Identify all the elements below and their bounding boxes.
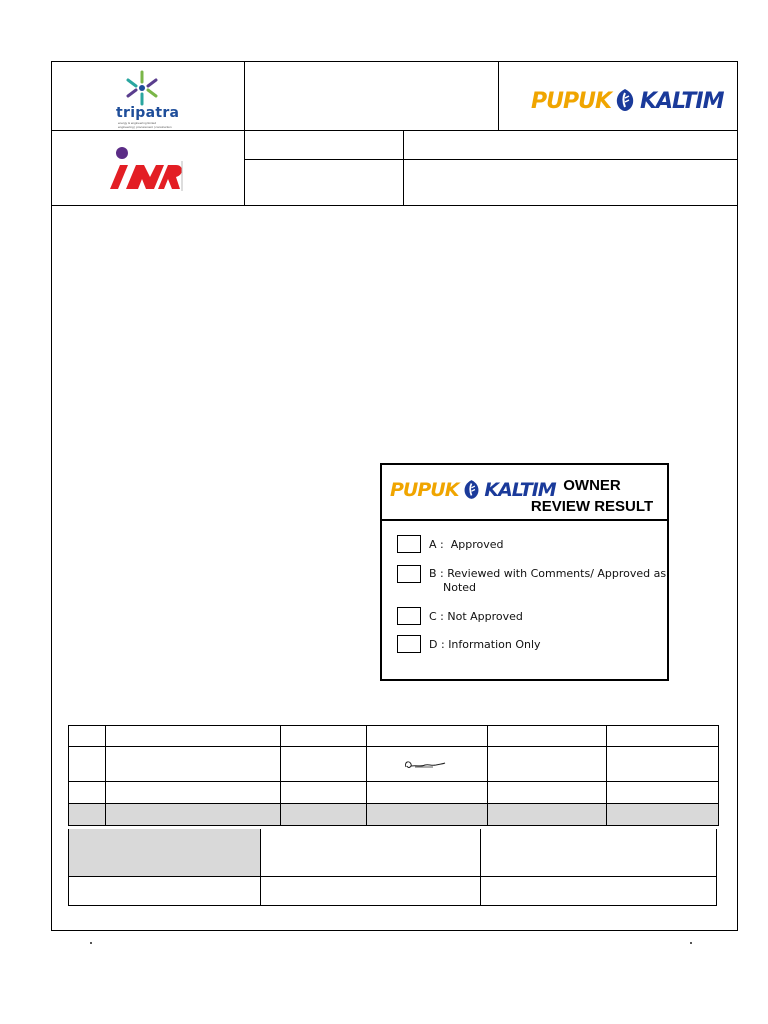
- stamp-pupuk-word: PUPUK: [390, 479, 459, 501]
- approval-cell-right: [481, 829, 716, 877]
- approval-value-middle: [261, 877, 481, 905]
- option-d-checkbox[interactable]: [397, 635, 421, 653]
- document-header: [51, 61, 738, 206]
- option-b-checkbox[interactable]: [397, 565, 421, 583]
- pupuk-kaltim-logo: [531, 88, 723, 114]
- document-number-label-cell: [244, 130, 404, 160]
- approval-cell-middle: [261, 829, 481, 877]
- approval-value-left: [69, 877, 261, 905]
- footer-mark-left: [90, 942, 92, 944]
- owner-review-stamp: [380, 463, 669, 681]
- tripatra-logo-icon: [122, 70, 162, 106]
- ikpt-logo-cell: [51, 130, 245, 206]
- table-row: [69, 747, 719, 782]
- document-number-value-cell: [403, 130, 738, 160]
- revision-value-cell: [403, 159, 738, 206]
- approval-value-right: [481, 877, 716, 905]
- revision-history-table: [68, 725, 719, 826]
- document-title-cell: [244, 61, 499, 131]
- handwritten-signature-icon: [403, 758, 447, 772]
- approval-label-cell: [69, 829, 261, 877]
- revision-label-cell: [244, 159, 404, 206]
- stamp-kaltim-word: KALTIM: [484, 479, 556, 501]
- tripatra-tagline-1: energy & engineering limited: [118, 121, 157, 125]
- table-row: [69, 726, 719, 747]
- option-d-label: D : Information Only: [429, 638, 541, 651]
- tripatra-logo-cell: [51, 61, 245, 131]
- stamp-header: [382, 465, 667, 521]
- pupuk-kaltim-logo-cell: [498, 61, 738, 131]
- kaltim-word: KALTIM: [639, 89, 724, 114]
- option-a-label: A : Approved: [429, 538, 504, 551]
- stamp-title-line1: OWNER: [563, 477, 621, 494]
- stamp-pupuk-emblem-icon: [463, 479, 480, 500]
- tripatra-logo-text: tripatra: [116, 105, 180, 121]
- footer-mark-right: [690, 942, 692, 944]
- tripatra-tagline-2: engineering | procurement | construction: [118, 125, 172, 129]
- table-header-row: [69, 804, 719, 826]
- option-b-label-cont: Noted: [443, 581, 477, 594]
- option-c-checkbox[interactable]: [397, 607, 421, 625]
- option-c-label: C : Not Approved: [429, 610, 523, 623]
- pupuk-word: PUPUK: [531, 89, 612, 114]
- option-a-checkbox[interactable]: [397, 535, 421, 553]
- option-b-label: B : Reviewed with Comments/ Approved as Noted: [429, 567, 667, 594]
- stamp-title-line2: REVIEW RESULT: [530, 498, 654, 515]
- approval-block: [68, 829, 717, 906]
- ikpt-logo-icon: [106, 145, 186, 195]
- pupuk-emblem-icon: [615, 88, 635, 112]
- stamp-title: [520, 475, 664, 517]
- table-row: [69, 782, 719, 804]
